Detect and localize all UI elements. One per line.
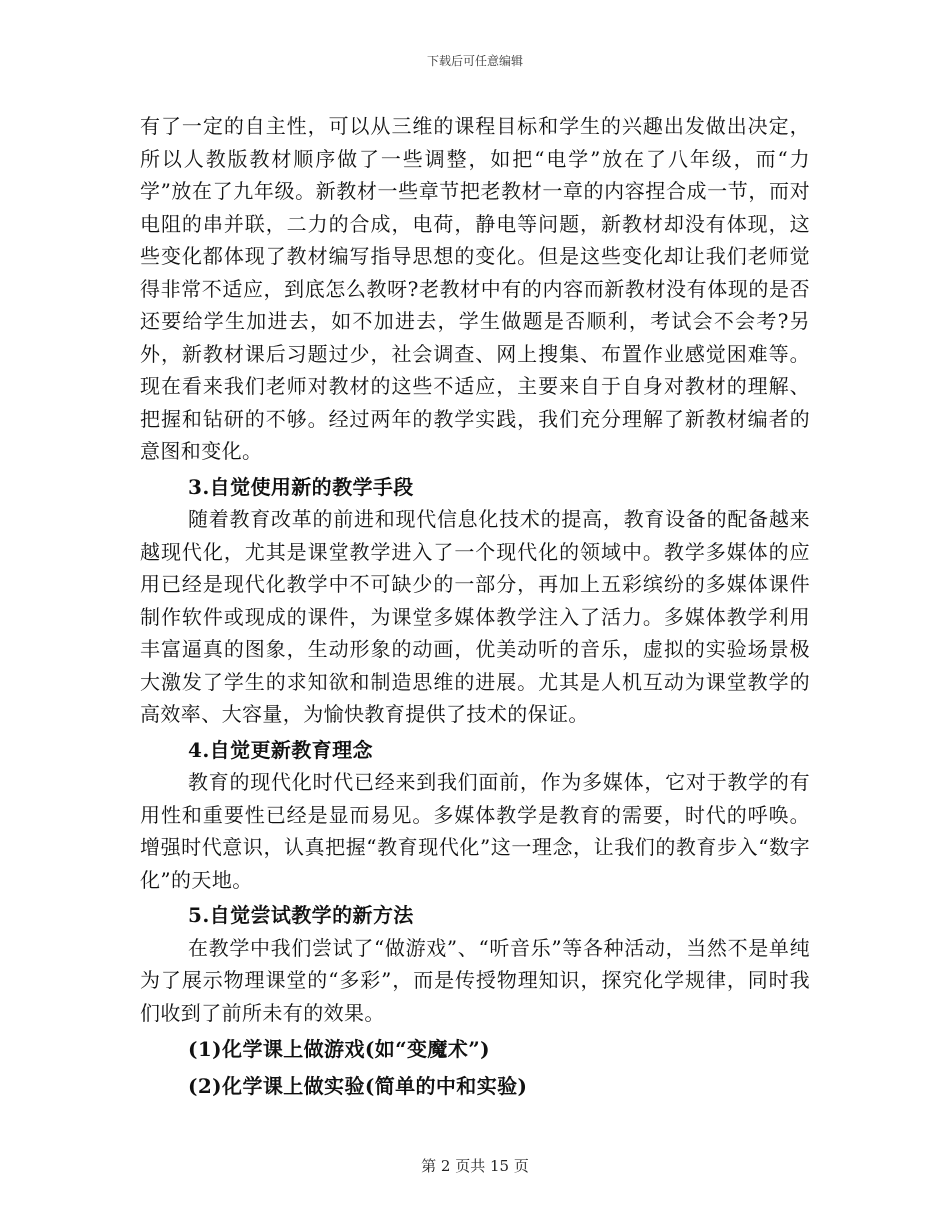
section-paragraph-5: 在教学中我们尝试了“做游戏”、“听音乐”等各种活动，当然不是单纯为了展示物理课堂的“多彩”，而是传授物理知识，探究化学规律，同时我们收到了前所未有的效果。 (140, 935, 810, 1025)
page-header: 下载后可任意编辑 (426, 54, 523, 68)
section-heading-5: 5.自觉尝试教学的新方法 (188, 903, 414, 927)
page-number: 第 2 页共 15 页 (421, 1157, 529, 1175)
document-body (140, 110, 810, 1103)
list-item-2: (2)化学课上做实验(简单的中和实验) (188, 1074, 528, 1098)
list-item-1: (1)化学课上做游戏(如“变魔术”) (188, 1037, 490, 1061)
section-heading-4: 4.自觉更新教育理念 (188, 737, 373, 762)
section-paragraph-3: 随着教育改革的前进和现代信息化技术的提高，教育设备的配备越来越现代化，尤其是课堂教学进入了一个现代化的领域中。教学多媒体的应用已经是现代化教学中不可缺少的一部分，再加上五彩缤纷的多媒体课件制作软件或现成的课件，为课堂多媒体教学注入了活力。多媒体教学利用丰富逼真的图象，生动形象的动画，优美动听的音乐，虚拟的实验场景极大激发了学生的求知欲和制造思维的进展。尤其是人机互动为课堂教学的高效率、大容量，为愉快教育提供了技术的保证。 (140, 507, 810, 726)
section-heading-3: 3.自觉使用新的教学手段 (188, 474, 414, 499)
intro-paragraph: 有了一定的自主性，可以从三维的课程目标和学生的兴趣出发做出决定，所以人教版教材顺序做了一些调整，如把“电学”放在了八年级，而“力学”放在了九年级。新教材一些章节把老教材一章的内容捏合成一节，而对电阻的串并联，二力的合成，电荷，静电等问题，新教材却没有体现，这些变化都体现了教材编写指导思想的变化。但是这些变化却让我们老师觉得非常不适应，到底怎么教呀?老教材中有的内容而新教材没有体现的是否还要给学生加进去，如不加进去，学生做题是否顺利，考试会不会考?另外，新教材课后习题过少，社会调查、网上搜集、布置作业感觉困难等。现在看来我们老师对教材的这些不适应，主要来自于自身对教材的理解、把握和钻研的不够。经过两年的教学实践，我们充分理解了新教材编者的意图和变化。 (140, 114, 810, 463)
section-paragraph-4: 教育的现代化时代已经来到我们面前，作为多媒体，它对于教学的有用性和重要性已经是显而易见。多媒体教学是教育的需要，时代的呼唤。增强时代意识，认真把握“教育现代化”这一理念，让我们的教育步入“数字化”的天地。 (140, 770, 810, 892)
